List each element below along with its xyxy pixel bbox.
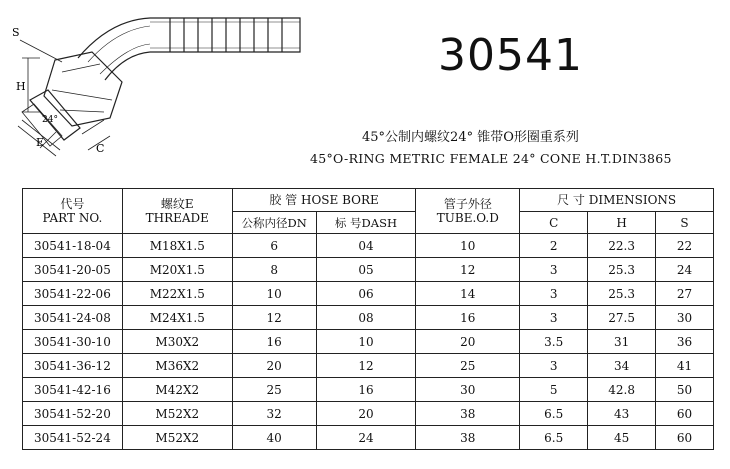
table-row	[23, 378, 714, 402]
cell-part-no: 30541-30-10	[23, 330, 123, 354]
cell-s: 27	[656, 282, 714, 306]
cell-h: 43	[588, 402, 656, 426]
cell-dash: 08	[316, 306, 416, 330]
cell-s: 41	[656, 354, 714, 378]
cell-dn: 6	[232, 234, 316, 258]
cell-h: 25.3	[588, 258, 656, 282]
cell-h: 42.8	[588, 378, 656, 402]
cell-s: 22	[656, 234, 714, 258]
cell-c: 6.5	[520, 402, 588, 426]
header-s: S	[656, 212, 714, 234]
cell-dash: 16	[316, 378, 416, 402]
cell-s: 30	[656, 306, 714, 330]
cell-dash: 10	[316, 330, 416, 354]
specs-table	[22, 188, 714, 450]
title-english: 45°O-RING METRIC FEMALE 24° CONE H.T.DIN3865	[310, 151, 672, 166]
cell-dash: 05	[316, 258, 416, 282]
cell-dash: 12	[316, 354, 416, 378]
cell-dn: 12	[232, 306, 316, 330]
label-c: C	[96, 142, 105, 155]
table-row	[23, 330, 714, 354]
cell-s: 36	[656, 330, 714, 354]
header-thread: 螺纹E THREADE	[122, 189, 232, 234]
cell-h: 34	[588, 354, 656, 378]
cell-thread: M30X2	[122, 330, 232, 354]
cell-thread: M20X1.5	[122, 258, 232, 282]
header-dimensions: 尺 寸 DIMENSIONS	[520, 189, 714, 212]
cell-h: 22.3	[588, 234, 656, 258]
cell-tube-od: 25	[416, 354, 520, 378]
dim-s	[20, 40, 62, 62]
cell-tube-od: 12	[416, 258, 520, 282]
cell-tube-od: 14	[416, 282, 520, 306]
cell-thread: M52X2	[122, 402, 232, 426]
cell-part-no: 30541-52-24	[23, 426, 123, 450]
cell-thread: M22X1.5	[122, 282, 232, 306]
header-dn: 公称内径DN	[232, 212, 316, 234]
cell-s: 24	[656, 258, 714, 282]
cell-dn: 25	[232, 378, 316, 402]
table-row	[23, 402, 714, 426]
cell-h: 27.5	[588, 306, 656, 330]
label-e: E	[36, 136, 45, 149]
cell-c: 2	[520, 234, 588, 258]
cell-c: 3	[520, 282, 588, 306]
cell-dn: 40	[232, 426, 316, 450]
cell-s: 60	[656, 402, 714, 426]
label-24: 24°	[42, 115, 58, 125]
cell-dn: 32	[232, 402, 316, 426]
table-row	[23, 354, 714, 378]
header-h: H	[588, 212, 656, 234]
cell-dn: 20	[232, 354, 316, 378]
cell-h: 45	[588, 426, 656, 450]
cell-tube-od: 10	[416, 234, 520, 258]
cell-dash: 04	[316, 234, 416, 258]
table-row	[23, 426, 714, 450]
cell-part-no: 30541-24-08	[23, 306, 123, 330]
header-hose-bore: 胶 管 HOSE BORE	[232, 189, 416, 212]
cell-dn: 10	[232, 282, 316, 306]
table-row	[23, 282, 714, 306]
cell-h: 25.3	[588, 282, 656, 306]
cell-tube-od: 38	[416, 402, 520, 426]
cell-part-no: 30541-36-12	[23, 354, 123, 378]
cell-c: 3	[520, 258, 588, 282]
cell-c: 5	[520, 378, 588, 402]
cell-tube-od: 30	[416, 378, 520, 402]
cell-part-no: 30541-20-05	[23, 258, 123, 282]
cell-part-no: 30541-22-06	[23, 282, 123, 306]
cell-part-no: 30541-18-04	[23, 234, 123, 258]
cell-s: 60	[656, 426, 714, 450]
cell-dash: 06	[316, 282, 416, 306]
cell-tube-od: 16	[416, 306, 520, 330]
cell-dn: 8	[232, 258, 316, 282]
table-row	[23, 258, 714, 282]
table-row	[23, 234, 714, 258]
cell-tube-od: 38	[416, 426, 520, 450]
header-dash: 标 号DASH	[316, 212, 416, 234]
table-row	[23, 306, 714, 330]
cell-thread: M18X1.5	[122, 234, 232, 258]
cell-c: 3	[520, 306, 588, 330]
cell-s: 50	[656, 378, 714, 402]
elbow-body	[78, 18, 150, 80]
label-s: S	[12, 26, 20, 39]
cell-thread: M24X1.5	[122, 306, 232, 330]
cell-dash: 20	[316, 402, 416, 426]
cell-c: 3.5	[520, 330, 588, 354]
fitting-technical-drawing	[0, 0, 310, 180]
cell-c: 3	[520, 354, 588, 378]
header-part-no: 代号 PART NO.	[23, 189, 123, 234]
hose-tail-outline	[150, 18, 300, 52]
cell-thread: M36X2	[122, 354, 232, 378]
cell-dash: 24	[316, 426, 416, 450]
part-number-heading: 30541	[438, 30, 583, 81]
cell-part-no: 30541-42-16	[23, 378, 123, 402]
header-c: C	[520, 212, 588, 234]
cell-c: 6.5	[520, 426, 588, 450]
header-tube-od: 管子外径 TUBE.O.D	[416, 189, 520, 234]
cell-h: 31	[588, 330, 656, 354]
cell-dn: 16	[232, 330, 316, 354]
label-h: H	[16, 80, 26, 93]
cell-thread: M52X2	[122, 426, 232, 450]
cell-tube-od: 20	[416, 330, 520, 354]
cell-part-no: 30541-52-20	[23, 402, 123, 426]
cell-thread: M42X2	[122, 378, 232, 402]
title-chinese: 45°公制内螺纹24° 锥带O形圈重系列	[362, 130, 579, 145]
